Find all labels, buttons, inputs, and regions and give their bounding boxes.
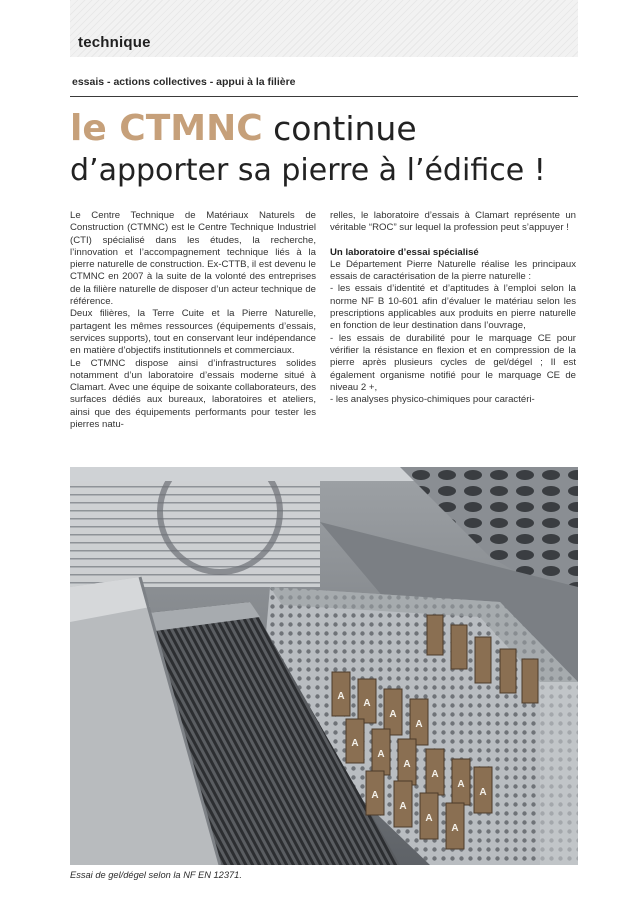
divider bbox=[70, 96, 578, 97]
sample-label: A bbox=[389, 709, 397, 720]
sample-label: A bbox=[377, 749, 385, 760]
headline-brand: le CTMNC bbox=[70, 108, 263, 149]
sample-label: A bbox=[399, 801, 407, 812]
sample-label: A bbox=[403, 759, 411, 770]
sample-label: A bbox=[371, 790, 379, 801]
freeze-thaw-chamber-illustration bbox=[70, 467, 578, 865]
body-paragraph: Le Centre Technique de Matériaux Naturels de Construction (CTMNC) est le Centre Technique Industriel (CTI) spécialisé dans les études, la recherche, l’innovation et l’accompagnement technique liés à la pierre naturelle de construction. Ex-CTTB, il est devenu le CTMNC en 2007 à la suite de la volonté des entreprises de la filière naturelle de disposer d’un acteur technique de référence. bbox=[70, 210, 316, 308]
body-paragraph: Deux filières, la Terre Cuite et la Pierre Naturelle, partagent les mêmes ressources (équipements d’essais, services supports), tout en conservant leur indépendance en matière d’objectifs institutionnels et commerciaux. bbox=[70, 308, 316, 357]
article-subtitle: essais - actions collectives - appui à la filière bbox=[72, 76, 296, 88]
body-paragraph: Le CTMNC dispose ainsi d’infrastructures solides notamment d’un laboratoire d’essais moderne situé à Clamart. Avec une équipe de soixante collaborateurs, des surfaces dédiés aux bureaux, laboratoires et ateliers, ainsi que des équipements performants pour tester les pierres natu- bbox=[70, 357, 316, 431]
body-column-right bbox=[330, 210, 576, 406]
sample-label: A bbox=[415, 719, 423, 730]
article-photo bbox=[70, 467, 578, 865]
headline-line-1 bbox=[70, 108, 590, 150]
body-list-item: - les essais de durabilité pour le marquage CE pour vérifier la résistance en flexion et en compression de la pierre après plusieurs cycles de gel/dégel ; Il est également organisme notifié pour le marquage CE de niveau 2 +, bbox=[330, 332, 576, 393]
body-paragraph: relles, le laboratoire d’essais à Clamart représente un véritable “ROC” sur lequel la profession peut s’appuyer ! bbox=[330, 210, 576, 234]
sample-label: A bbox=[451, 823, 459, 834]
headline-line-2: d’apporter sa pierre à l’édifice ! bbox=[70, 153, 546, 188]
section-heading: Un laboratoire d’essai spécialisé bbox=[330, 246, 479, 258]
photo-caption: Essai de gel/dégel selon la NF EN 12371. bbox=[70, 870, 242, 880]
sample-label: A bbox=[337, 691, 345, 702]
body-list-item: - les analyses physico-chimiques pour caractéri- bbox=[330, 394, 535, 406]
section-tag: technique bbox=[78, 34, 151, 51]
sample-label: A bbox=[457, 779, 465, 790]
sample-label: A bbox=[479, 787, 487, 798]
sample-label: A bbox=[425, 813, 433, 824]
sample-label: A bbox=[363, 698, 371, 709]
body-list-item: - les essais d’identité et d’aptitudes à l’emploi selon la norme NF B 10-601 afin d’évaluer le matériau selon les prescriptions applicables aux produits en pierre naturelle en fonction de leur destination dans l’ouvrage, bbox=[330, 283, 576, 332]
body-paragraph: Le Département Pierre Naturelle réalise les principaux essais de caractérisation de la pierre naturelle : bbox=[330, 258, 576, 283]
article-headline bbox=[70, 108, 590, 192]
body-column-left bbox=[70, 210, 316, 431]
sample-label: A bbox=[351, 738, 359, 749]
headline-line1-rest: continue bbox=[273, 109, 417, 148]
sample-label: A bbox=[431, 769, 439, 780]
